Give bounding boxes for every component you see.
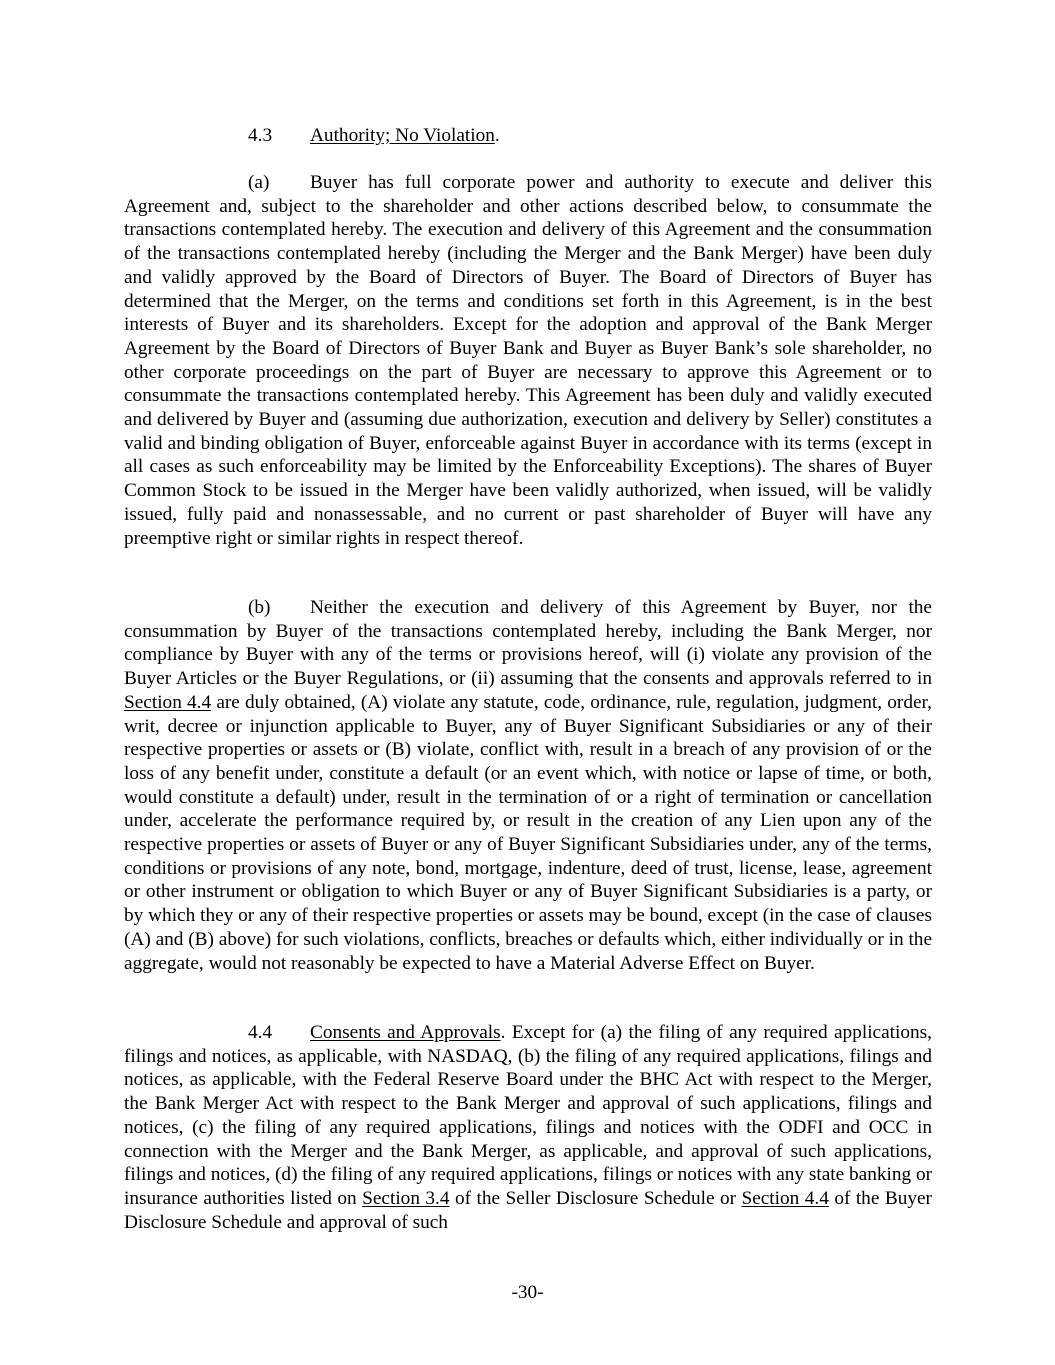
section-text: of the Seller Disclosure Schedule or [454,1187,737,1209]
cross-reference-section-4-4: Section 4.4 [124,691,212,713]
paragraph-label: (a) [248,172,270,193]
section-title-period: . [494,125,500,146]
section-4-3-heading [248,124,500,148]
section-text: of the Buyer Disclosure Schedule and approval of such [124,1187,932,1233]
section-number: 4.4 [248,1022,273,1043]
paragraph-text: are duly obtained, (A) violate any statute, code, ordinance, rule, regulation, judgment, order, writ, decree or injunction applicable to Buyer, any of Buyer Significant Subsidiaries or any of their respective properties or assets or (B) violate, conflict with, result in a breach of any provision of or the loss of any benefit under, constitute a default (or an event which, with notice or lapse of time, or both, would constitute a default) under, result in the termination of or a right of termination or cancellation under, accelerate the performance required by, or result in the creation of any Lien upon any of the respective properties or assets of Buyer or any of Buyer Significant Subsidiaries under, any of the terms, conditions or provisions of any note, bond, mortgage, indenture, deed of trust, license, lease, agreement or other instrument or obligation to which Buyer or any of Buyer Significant Subsidiaries is a party, or by which they or any of their respective properties or assets may be bound, except (in the case of clauses (A) and (B) above) for such violations, conflicts, breaches or defaults which, either individually or in the aggregate, would not reasonably be expected to have a Material Adverse Effect on Buyer. [124,691,932,974]
section-text: . Except for (a) the filing of any required applications, filings and notices, as applicable, with NASDAQ, (b) the filing of any required applications, filings and notices, as applicable, with the Federal Reserve Board under the BHC Act with respect to the Merger, the Bank Merger Act with respect to the Bank Merger and approval of such applications, filings and notices, (c) the filing of any required applications, filings and notices with the ODFI and OCC in connection with the Merger and the Bank Merger, as applicable, and approval of such applications, filings and notices, (d) the filing of any required applications, filings or notices with any state banking or insurance authorities listed on [124,1022,933,1209]
section-number: 4.3 [248,125,273,146]
section-4-4 [124,1021,932,1234]
paragraph-text: Buyer has full corporate power and authority to execute and deliver this Agreement and, subject to the shareholder and other actions described below, to consummate the transactions contemplated hereby. The execution and delivery of this Agreement and the consummation of the transactions contemplated hereby (including the Merger and the Bank Merger) have been duly and validly approved by the Board of Directors of Buyer. The Board of Directors of Buyer has determined that the Merger, on the terms and conditions set forth in this Agreement, is in the best interests of Buyer and its shareholders. Except for the adoption and approval of the Bank Merger Agreement by the Board of Directors of Buyer Bank and Buyer as Buyer Bank’s sole shareholder, no other corporate proceedings on the part of Buyer are necessary to approve this Agreement or to consummate the transactions contemplated hereby. This Agreement has been duly and validly executed and delivered by Buyer and (assuming due authorization, execution and delivery by Seller) constitutes a valid and binding obligation of Buyer, enforceable against Buyer in accordance with its terms (except in all cases as such enforceability may be limited by the Enforceability Exceptions). The shares of Buyer Common Stock to be issued in the Merger have been validly authorized, when issued, will be validly issued, fully paid and nonassessable, and no current or past shareholder of Buyer will have any preemptive right or similar rights in respect thereof. [124,172,932,549]
paragraph-label: (b) [248,597,271,618]
section-title: Consents and Approvals [310,1022,501,1043]
page-number: -30- [511,1282,544,1303]
section-title: Authority; No Violation [310,125,495,146]
cross-reference-section-3-4: Section 3.4 [362,1187,450,1209]
paragraph-b [124,596,932,975]
paragraph-a [124,171,932,550]
paragraph-text: Neither the execution and delivery of this Agreement by Buyer, nor the consummation by Buyer of the transactions contemplated hereby, including the Bank Merger, nor compliance by Buyer with any of the terms or provisions hereof, will (i) violate any provision of the Buyer Articles or the Buyer Regulations, or (ii) assuming that the consents and approvals referred to in [124,597,932,690]
cross-reference-section-4-4: Section 4.4 [741,1187,829,1209]
